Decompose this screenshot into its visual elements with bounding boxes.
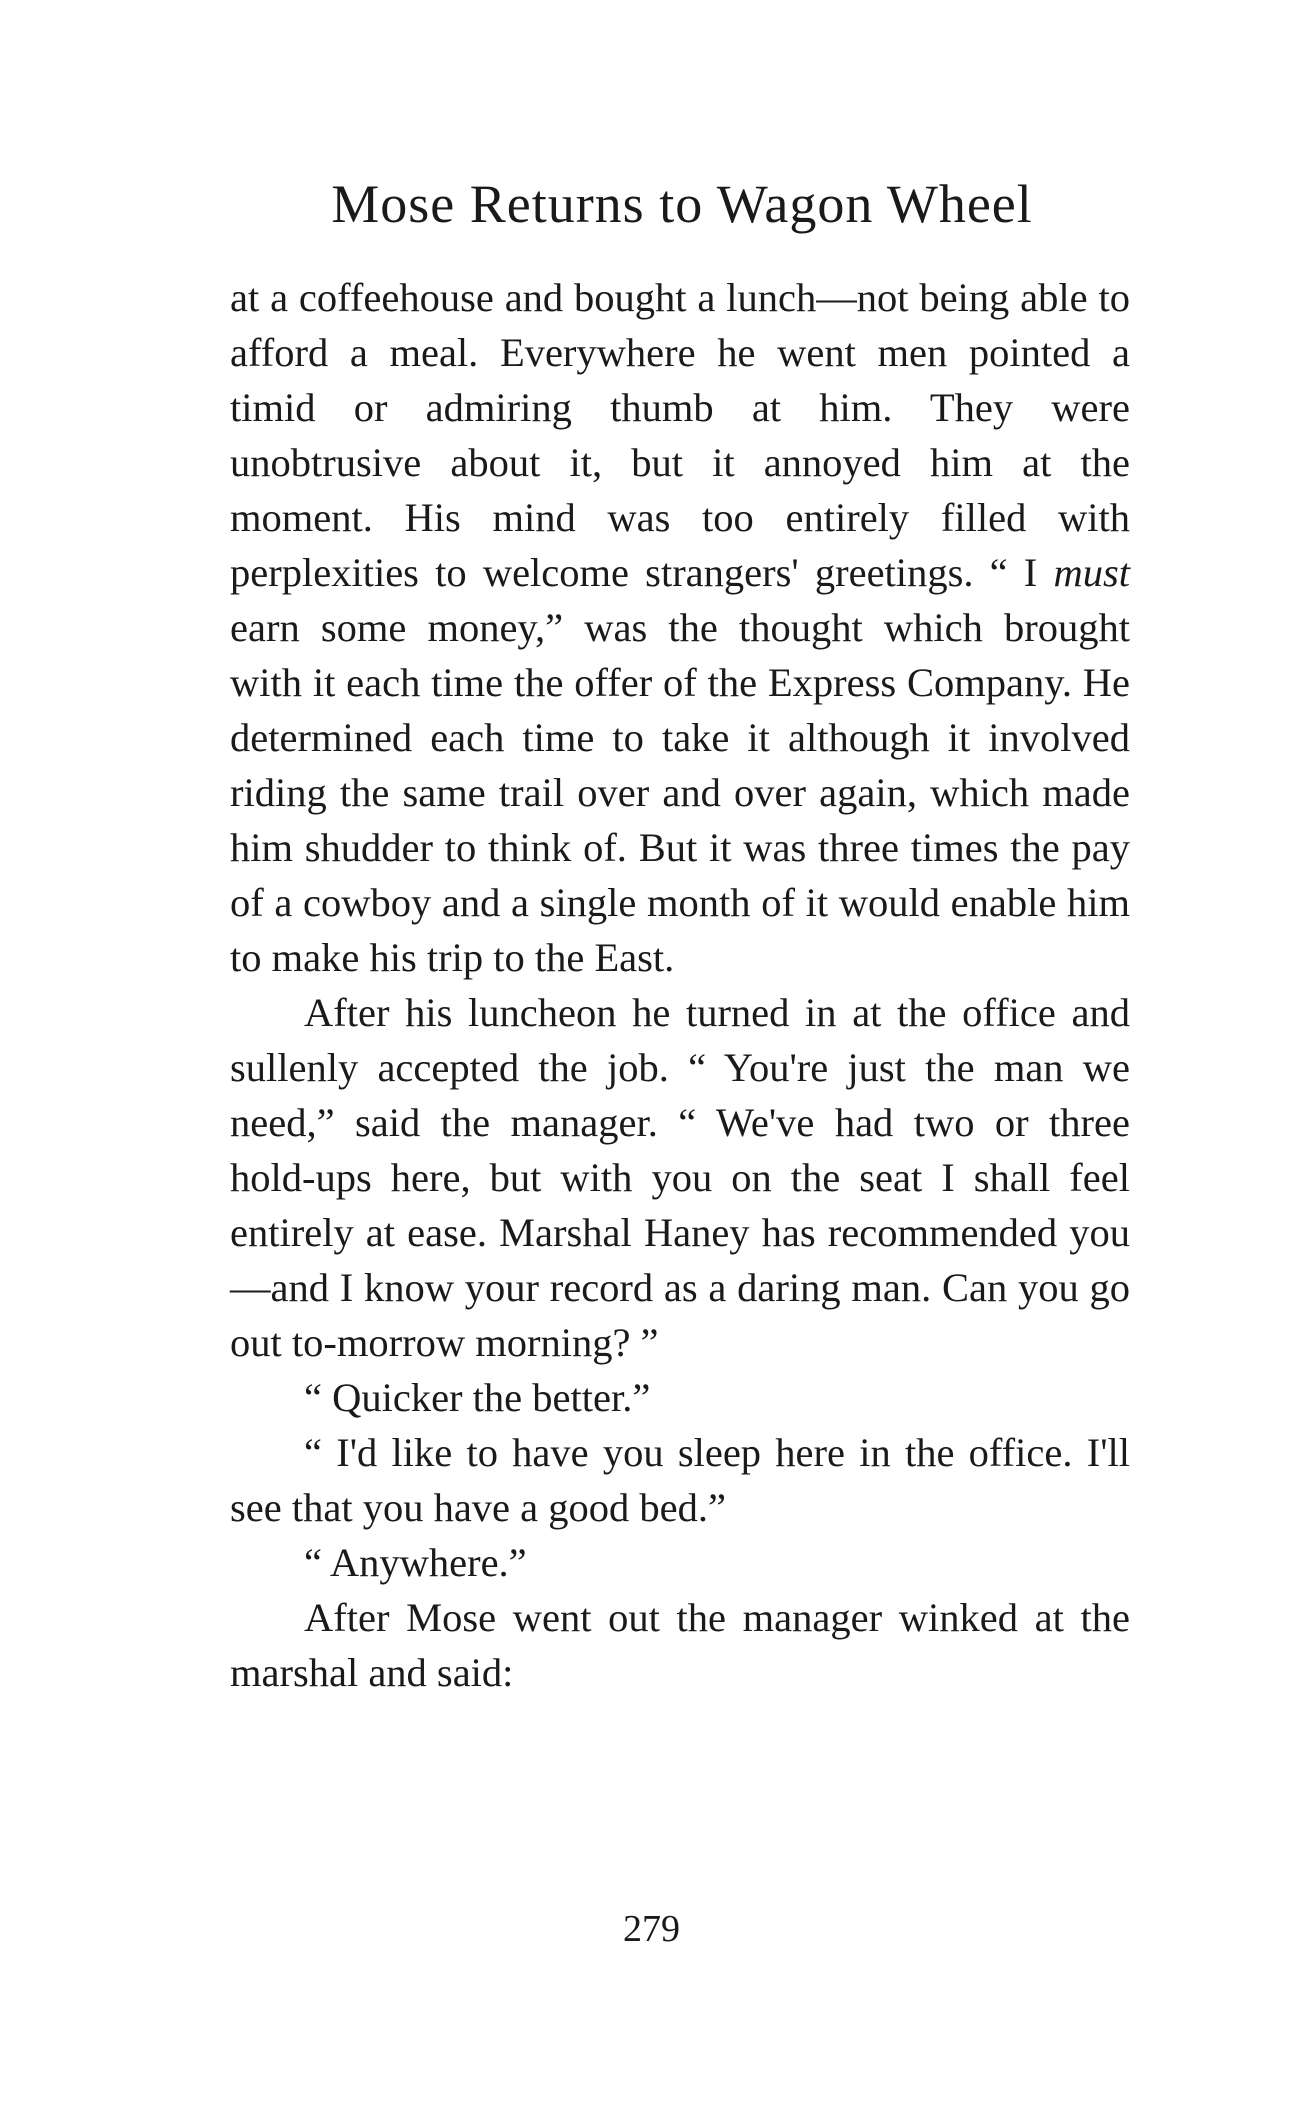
paragraph-3: “ Quicker the better.” <box>304 1375 651 1420</box>
paragraph-5: “ Anywhere.” <box>304 1540 527 1585</box>
paragraph-1-part-1: at a coffeehouse and bought a lunch—not being able to afford a meal. Everywhere he went men pointed a timid or admiring thumb at him. They were unobtrusive about it, but it annoyed him at the moment. His mind was too entirely filled with perplexities to welcome strangers' greetings. “ I <box>230 275 1130 595</box>
paragraph-6: After Mose went out the manager winked at the marshal and said: <box>230 1595 1130 1695</box>
running-head: Mose Returns to Wagon Wheel <box>331 174 1033 234</box>
paragraph-1-part-2: earn some money,” was the thought which brought with it each time the offer of the Express Company. He determined each time to take it although it involved riding the same trail over and over again, which made him shudder to think of. But it was three times the pay of a cowboy and a single month of it would enable him to make his trip to the East. <box>230 605 1130 980</box>
paragraph-2: After his luncheon he turned in at the office and sullenly accepted the job. “ You're just the man we need,” said the manager. “ We've had two or three hold-ups here, but with you on the seat I shall feel entirely at ease. Marshal Haney has recommended you—and I know your record as a daring man. Can you go out to-morrow morning? ” <box>230 990 1130 1365</box>
paragraph-1 <box>230 270 1130 985</box>
emphasis-must: must <box>1053 550 1130 595</box>
body-text <box>230 270 1130 1700</box>
paragraph-4: “ I'd like to have you sleep here in the office. I'll see that you have a good bed.” <box>230 1430 1130 1530</box>
page-number: 279 <box>623 1908 680 1950</box>
